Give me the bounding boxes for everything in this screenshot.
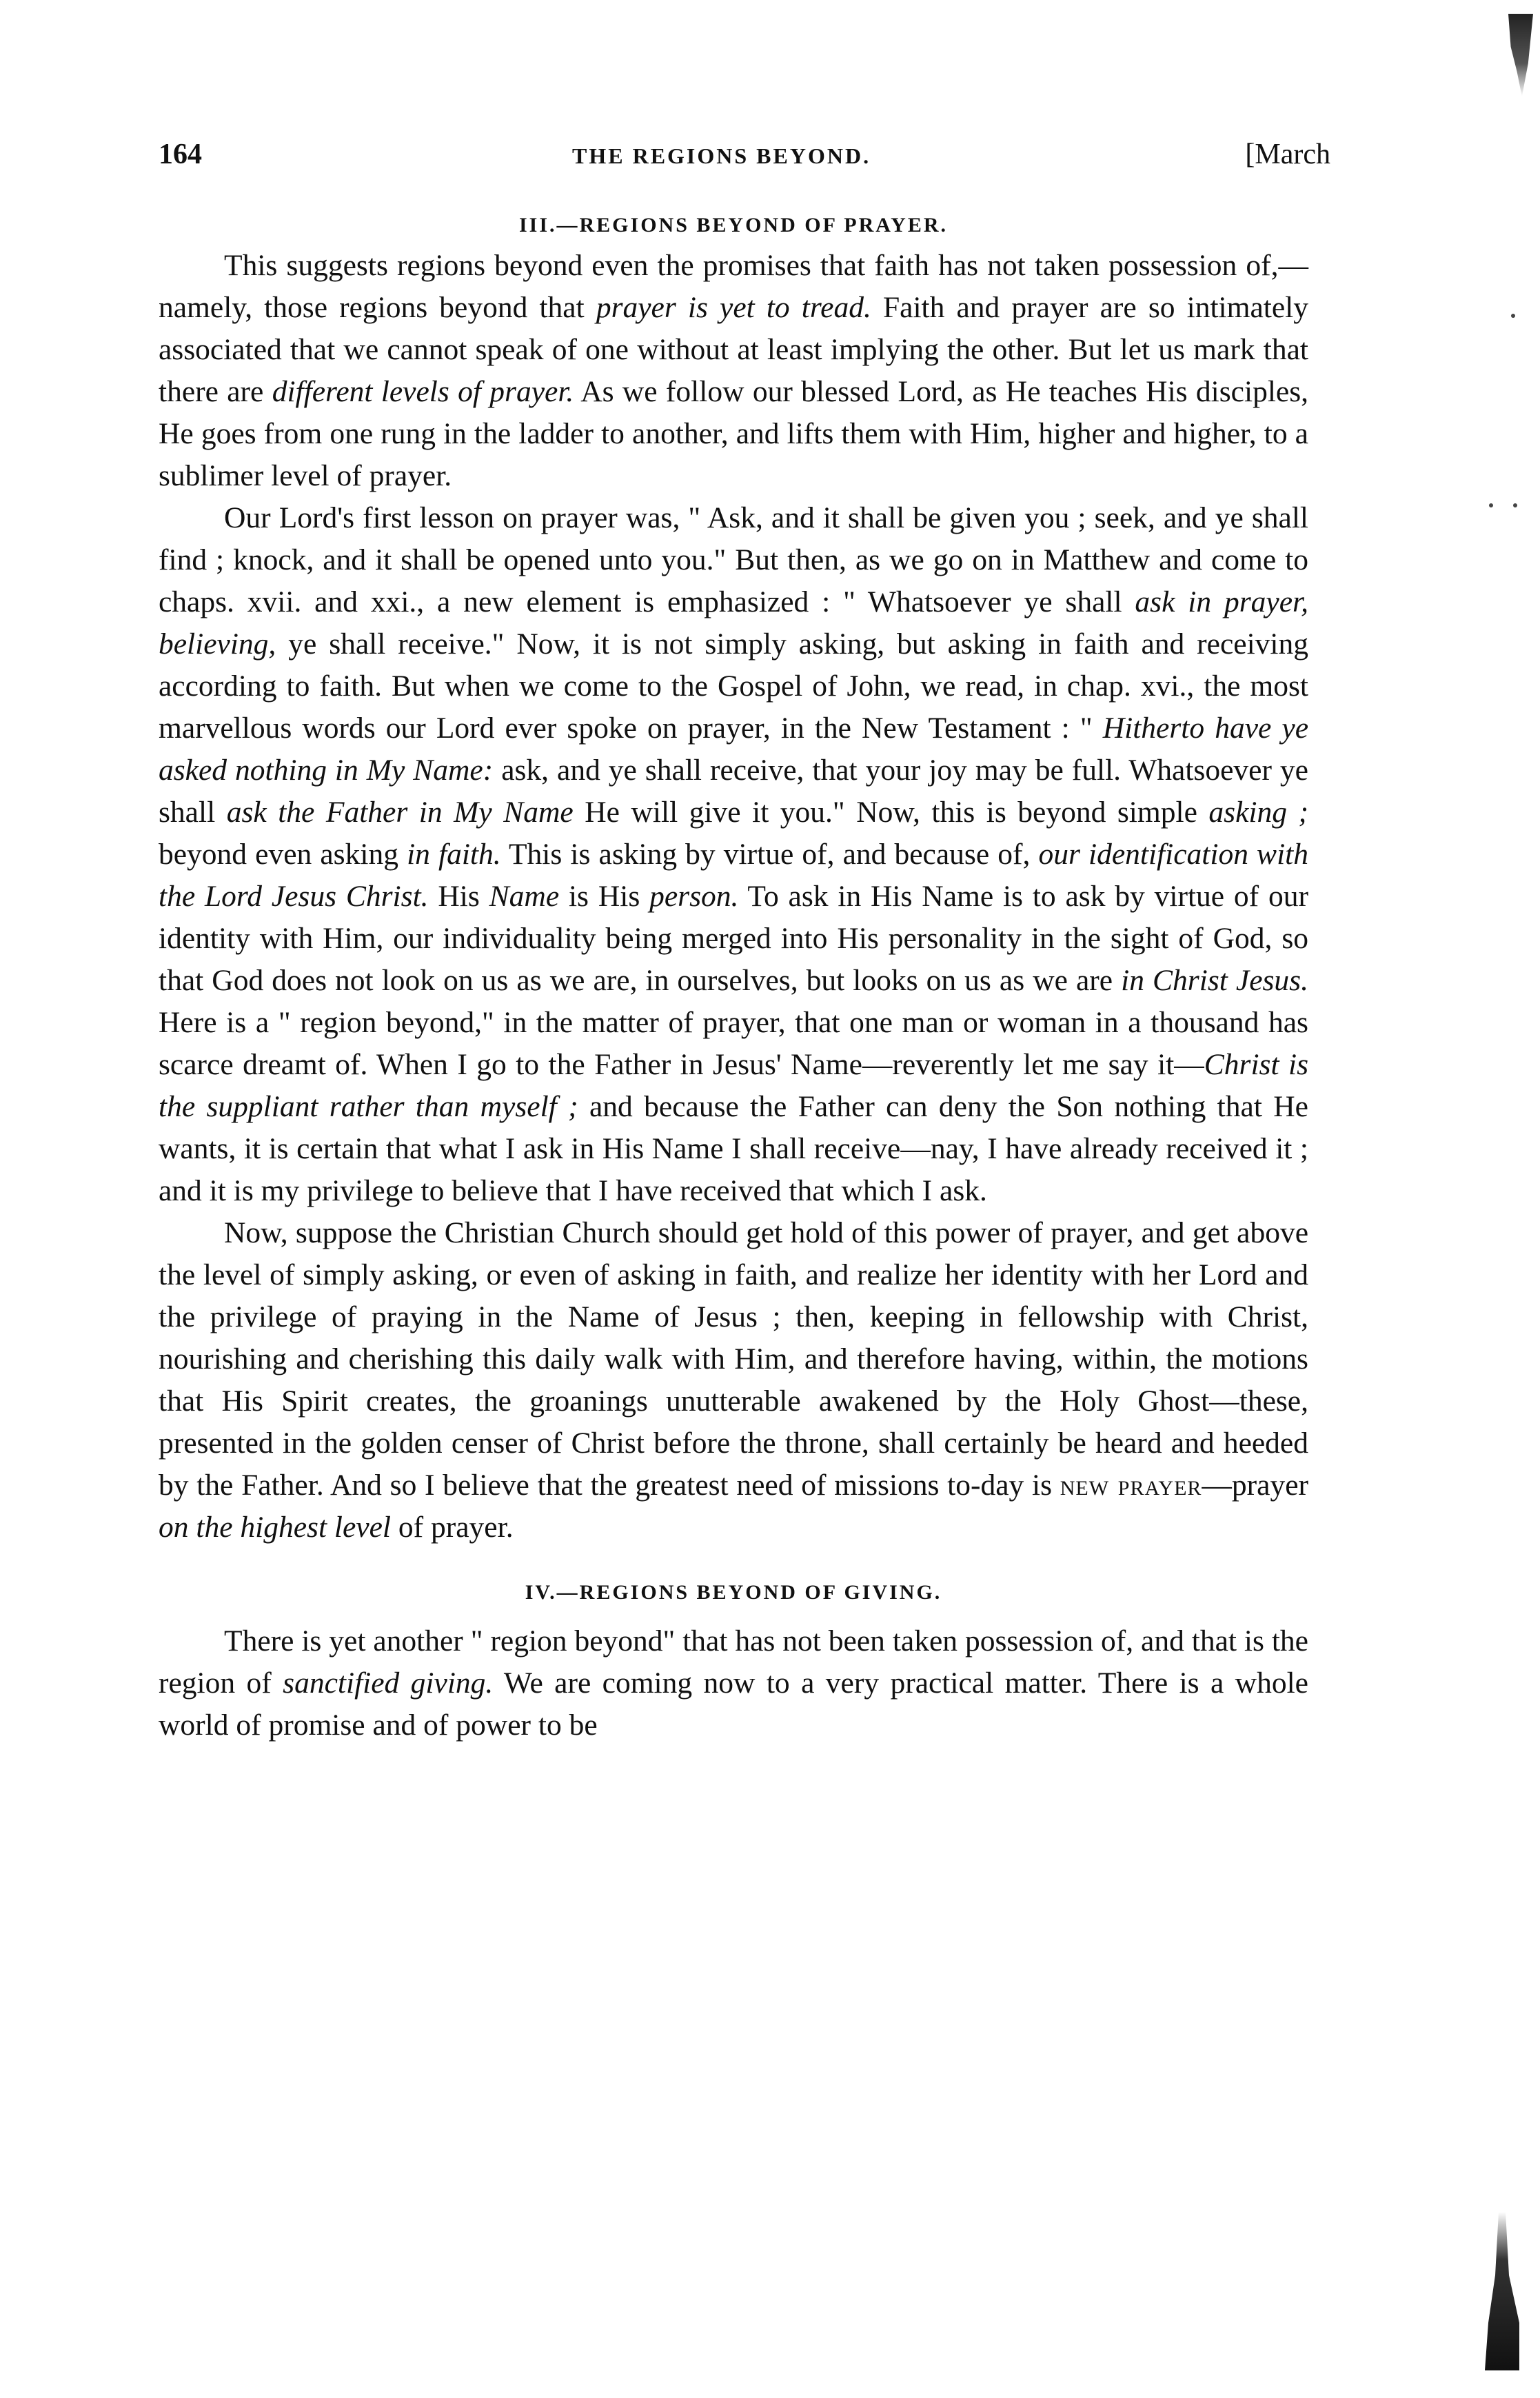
paragraph: There is yet another " region beyond" that has not been taken possession of, and that is the region of sanctified giving. We are coming now to a very practical matter. There is a whole world of promise and of power to be bbox=[159, 1624, 1308, 1742]
section-heading-giving: IV.—REGIONS BEYOND OF GIVING. bbox=[525, 1581, 942, 1604]
paragraph: Now, suppose the Christian Church should get hold of this power of prayer, and get above the level of simply asking, or even of asking in faith, and realize her identity with her Lord and the privilege of praying in the Name of Jesus ; then, keeping in fellowship with Christ, nourishing and cherishing this daily walk with Him, and therefore having, within, the motions that His Spirit creates, the groanings unutterable awakened by the Holy Ghost—these, presented in the golden censer of Christ before the throne, shall certainly be heard and heeded by the Father. And so I believe that the greatest need of missions to-day is new prayer—prayer on the highest level of prayer. bbox=[159, 1216, 1308, 1544]
scan-edge-mark-top bbox=[1508, 14, 1533, 97]
article-body bbox=[159, 210, 1308, 1746]
scan-edge-mark-bottom bbox=[1485, 2212, 1519, 2370]
paragraph: This suggests regions beyond even the promises that faith has not taken possession of,—namely, those regions beyond that prayer is yet to tread. Faith and prayer are so intimately associated that we cannot speak of one without at least implying the other. But let us mark that there are different levels of prayer. As we follow our blessed Lord, as He teaches His disciples, He goes from one rung in the ladder to another, and lifts them with Him, higher and higher, to a sublimer level of prayer. bbox=[159, 249, 1309, 492]
page-number: 164 bbox=[159, 139, 202, 170]
scan-speck bbox=[1489, 503, 1493, 507]
header-month: [March bbox=[1245, 139, 1330, 170]
section-heading-prayer: III.—REGIONS BEYOND OF PRAYER. bbox=[518, 214, 949, 236]
paragraph: Our Lord's first lesson on prayer was, " Ask, and it shall be given you ; seek, and ye shall find ; knock, and it shall be opened unto you." But then, as we go on in Matthew and come to chaps. xvii. and xxi., a new element is emphasized : " Whatsoever ye shall ask in prayer, believing, ye shall receive." Now, it is not simply asking, but asking in faith and receiving according to faith. But when we come to the Gospel of John, we read, in chap. xvi., the most marvellous words our Lord ever spoke on prayer, in the New Testament : " Hitherto have ye asked nothing in My Name: ask, and ye shall receive, that your joy may be full. Whatsoever ye shall ask the Father in My Name He will give it you." Now, this is beyond simple asking ; beyond even asking in faith. This is asking by virtue of, and because of, our identification with the Lord Jesus Christ. His Name is His person. To ask in His Name is to ask by virtue of our identity with Him, our individuality being merged into His personality in the sight of God, so that God does not look on us as we are, in ourselves, but looks on us as we are in Christ Jesus. Here is a " region beyond," in the matter of prayer, that one man or woman in a thousand has scarce dreamt of. When I go to the Father in Jesus' Name—reverently let me say it—Christ is the suppliant rather than myself ; and because the Father can deny the Son nothing that He wants, it is certain that what I ask in His Name I shall receive—nay, I have already received it ; and it is my privilege to believe that I have received that which I ask. bbox=[159, 501, 1309, 1207]
scan-speck bbox=[1513, 503, 1517, 507]
running-title: THE REGIONS BEYOND. bbox=[572, 143, 871, 168]
running-header bbox=[159, 138, 1330, 179]
scan-speck bbox=[1511, 314, 1515, 318]
